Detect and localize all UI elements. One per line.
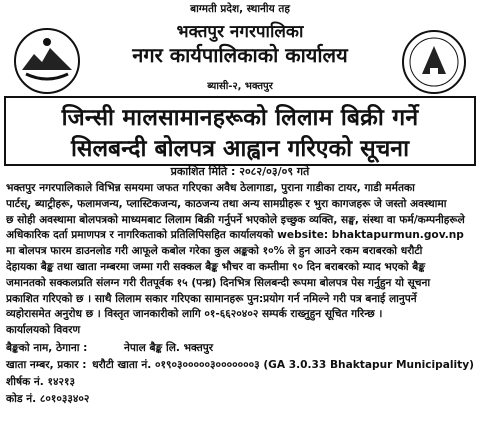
detail-label: शीर्षक नं. १४२१३	[6, 376, 76, 388]
body-line: मा बोलपत्र फारम डाउनलोड गरी आफूले कबोल गरेका कुल अङ्कको १०% ले हुन आउने रकम बराबरको धरौटी	[6, 245, 423, 258]
header-province: बाग्मती प्रदेश, स्थानीय तह	[190, 3, 290, 15]
detail-row-code	[6, 391, 474, 408]
detail-label: खाता नम्बर, प्रकार :	[6, 359, 87, 371]
detail-label: कोड नं. ८०१०३३४०२	[6, 393, 90, 405]
municipality-name: भक्तपुर नगरपालिका	[176, 22, 304, 42]
office-details-heading: कार्यालयको विवरण	[6, 324, 81, 337]
bank-details	[6, 340, 474, 408]
detail-row-heading-no	[6, 374, 474, 391]
detail-row-bank	[6, 340, 474, 357]
detail-row-account	[6, 357, 474, 374]
published-date: प्रकाशित मिति : २०८२/०३/०९ गते	[170, 165, 310, 178]
detail-value: धरौटी खाता नं. ०१९०३०००००३०००००००३ (GA 3.0.33 Bhaktapur Municipality)	[92, 359, 474, 371]
body-line: भक्तपुर नगरपालिकाले विभिन्न समयमा जफत गरिएका अवैध ठेलागाडा, पुराना गाडीका टायर, गाडी मर्मतका	[6, 182, 415, 194]
notice-title-line2: सिलबन्दी बोलपत्र आह्वान गरिएको सूचना	[70, 136, 410, 162]
body-line: छ सोही अवस्थामा बोलपत्रको माध्यमबाट लिलाम बिक्री गर्नुपर्ने भएकोले इच्छुक व्यक्ति, सङ्घ, संस्था वा फर्म/कम्पनीहरूले	[6, 213, 465, 226]
body-line: जमानतको सक्कलप्रति संलग्न गरी रीतपूर्वक १५ (पन्ध्र) दिनभित्र सिलबन्दी रूपमा बोलपत्र पेस गर्नुहुन यो सूचना	[6, 276, 431, 289]
nepal-emblem-icon	[12, 26, 82, 96]
body-line: व्यहोरासमेत अनुरोध छ । विस्तृत जानकारीको लागि ०१-६६२०४०२ सम्पर्क राख्नुहुन सूचित गरिन्छ ।	[6, 308, 383, 321]
body-line: देहायका बैङ्क तथा खाता नम्बरमा जम्मा गरी सक्कल बैङ्क भौचर वा कम्तीमा ९० दिन बराबरको म्याद भएको बैङ्क	[6, 260, 426, 273]
municipality-logo-icon	[400, 28, 468, 96]
notice-body	[6, 181, 472, 339]
body-line: पार्टस्, ब्याट्रीहरू, फलामजन्य, प्लास्टिकजन्य, काठजन्य तथा अन्य सामग्रीहरू र भुरा कागजहरू जे जस्तो अवस्थामा	[6, 197, 447, 210]
body-line: प्रकाशित गरिएको छ । साथै लिलाम सकार गरिएका सामानहरू पुन:प्रयोग गर्न नमिल्ने गरी पत्र बनाई लानुपर्ने	[6, 292, 417, 305]
office-address: ब्यासी-२, भक्तपुर	[207, 81, 273, 92]
body-line-website: अधिकारिक दर्ता प्रमाणपत्र र नागरिकताको प्रतिलिपिसहित कार्यालयको website: bhaktapurmun.gov.np	[6, 229, 464, 242]
detail-value: नेपाल बैङ्क लि. भक्तपुर	[124, 342, 214, 354]
notice-title-line1: जिन्सी मालसामानहरूको लिलाम बिक्री गर्ने	[61, 105, 419, 131]
notice-title-box	[4, 96, 476, 166]
office-name: नगर कार्यपालिकाको कार्यालय	[132, 43, 348, 67]
detail-label: बैङ्कको नाम, ठेगाना :	[6, 342, 88, 354]
